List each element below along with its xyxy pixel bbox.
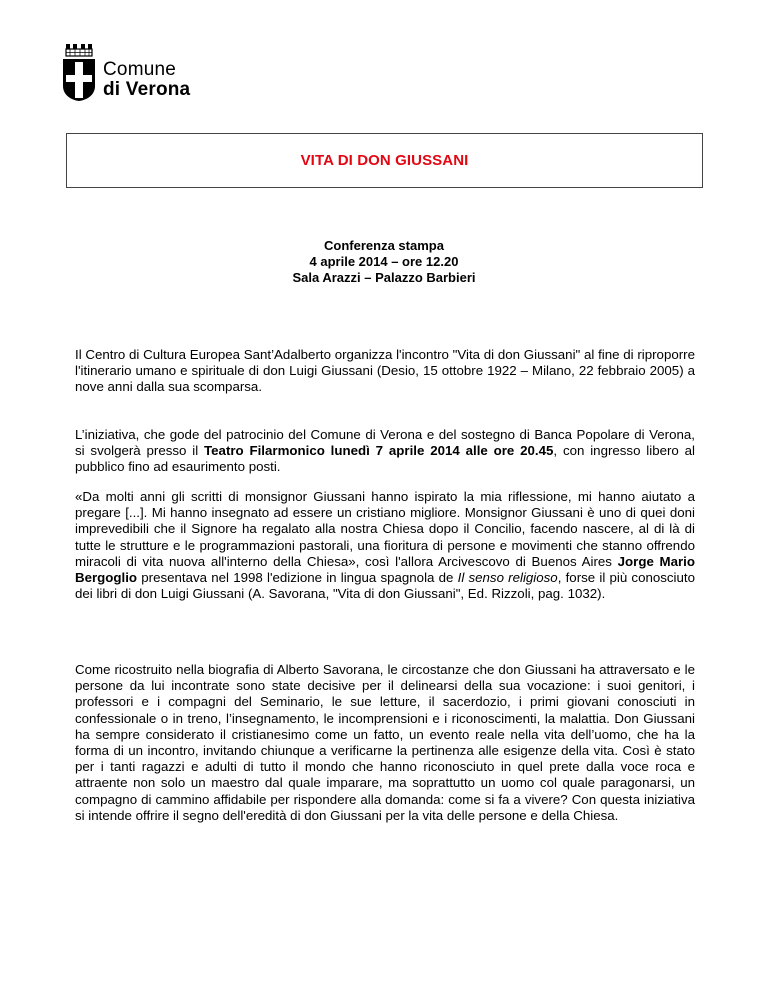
paragraph-quote-text-a: «Da molti anni gli scritti di monsignor Giussani hanno ispirato la mia riflessione, mi hanno aiutato a pregare [...]. Mi hanno insegnato ad essere un cristiano migliore. Monsignor Giussani è uno di quei doni imprevedibili che il Signore ha regalato alla nostra Chiesa dopo il Concilio, facendo nascere, al di là di tutte le strutture e le programmazioni pastorali, una fioritura di persone e movimenti che stanno offrendo miracoli di vita nuova all'interno della Chiesa», così l'allora Arcivescovo di Buenos Aires bbox=[75, 489, 695, 569]
paragraph-biography: Come ricostruito nella biografia di Alberto Savorana, le circostanze che don Giussani ha attraversato e le persone da lui incontrate sono state decisive per il delinearsi della sua vocazione: i suoi genitori, i professori e i compagni del Seminario, le sue letture, il sacerdozio, i primi giovani conosciuti in confessionale o in treno, l’insegnamento, le incomprensioni e i riconoscimenti, la malattia. Don Giussani ha sempre considerato il cristianesimo come un fatto, un evento reale nella vita dell’uomo, che ha la forma di un incontro, invitando chiunque a verificarne la pertinenza alle esigenze della vita. Così è stato per i tanti ragazzi e adulti di tutto il mondo che hanno riconosciuto in quel prete dalla voce roca e attraente non solo un maestro dal quale imparare, ma soprattutto un uomo col quale paragonarsi, un compagno di cammino affidabile per rispondere alla domanda: come si fa a vivere? Con questa iniziativa si intende offrire il segno dell'eredità di don Giussani per la vita delle persone e della Chiesa. bbox=[75, 662, 695, 823]
comune-di-verona-logo bbox=[60, 40, 210, 105]
paragraph-quote-book-title: Il senso religioso bbox=[457, 570, 558, 586]
press-conference-details bbox=[0, 238, 768, 286]
paragraph-event-text-c: , con ingresso libero al pubblico fino ad esaurimento posti. bbox=[75, 443, 696, 475]
paragraph-event-text-a: L’iniziativa, che gode del patrocinio del Comune di Verona e del sostegno di Banca Popolare di Verona, si svolgerà presso il bbox=[75, 427, 695, 459]
title-box bbox=[66, 133, 703, 188]
paragraph-quote-text-e: , forse il più conosciuto dei libri di don Luigi Giussani (A. Savorana, "Vita di don Giussani", Ed. Rizzoli, pag. 1032). bbox=[75, 570, 695, 602]
meta-line-date: 4 aprile 2014 – ore 12.20 bbox=[309, 254, 459, 269]
logo-line-di-verona: di Verona bbox=[103, 79, 191, 100]
crown-icon bbox=[64, 40, 94, 58]
paragraph-event bbox=[75, 427, 695, 476]
meta-line-venue: Sala Arazzi – Palazzo Barbieri bbox=[292, 270, 476, 285]
paragraph-quote-bergoglio: Jorge Mario Bergoglio bbox=[75, 553, 695, 586]
meta-line-event: Conferenza stampa bbox=[324, 238, 444, 253]
paragraph-quote bbox=[75, 489, 695, 602]
logo-line-comune: Comune bbox=[103, 59, 177, 80]
paragraph-intro: Il Centro di Cultura Europea Sant’Adalberto organizza l'incontro "Vita di don Giussani" al fine di riproporre l'itinerario umano e spirituale di don Luigi Giussani (Desio, 15 ottobre 1922 – Milano, 22 febbraio 2005) a nove anni dalla sua scomparsa. bbox=[75, 347, 695, 395]
coat-of-arms-shield-icon bbox=[62, 58, 96, 102]
document-title: VITA DI DON GIUSSANI bbox=[300, 152, 469, 169]
paragraph-quote-text-c: presentava nel 1998 l'edizione in lingua spagnola de bbox=[137, 570, 458, 586]
paragraph-event-venue-highlight: Teatro Filarmonico lunedì 7 aprile 2014 alle ore 20.45 bbox=[204, 443, 554, 459]
